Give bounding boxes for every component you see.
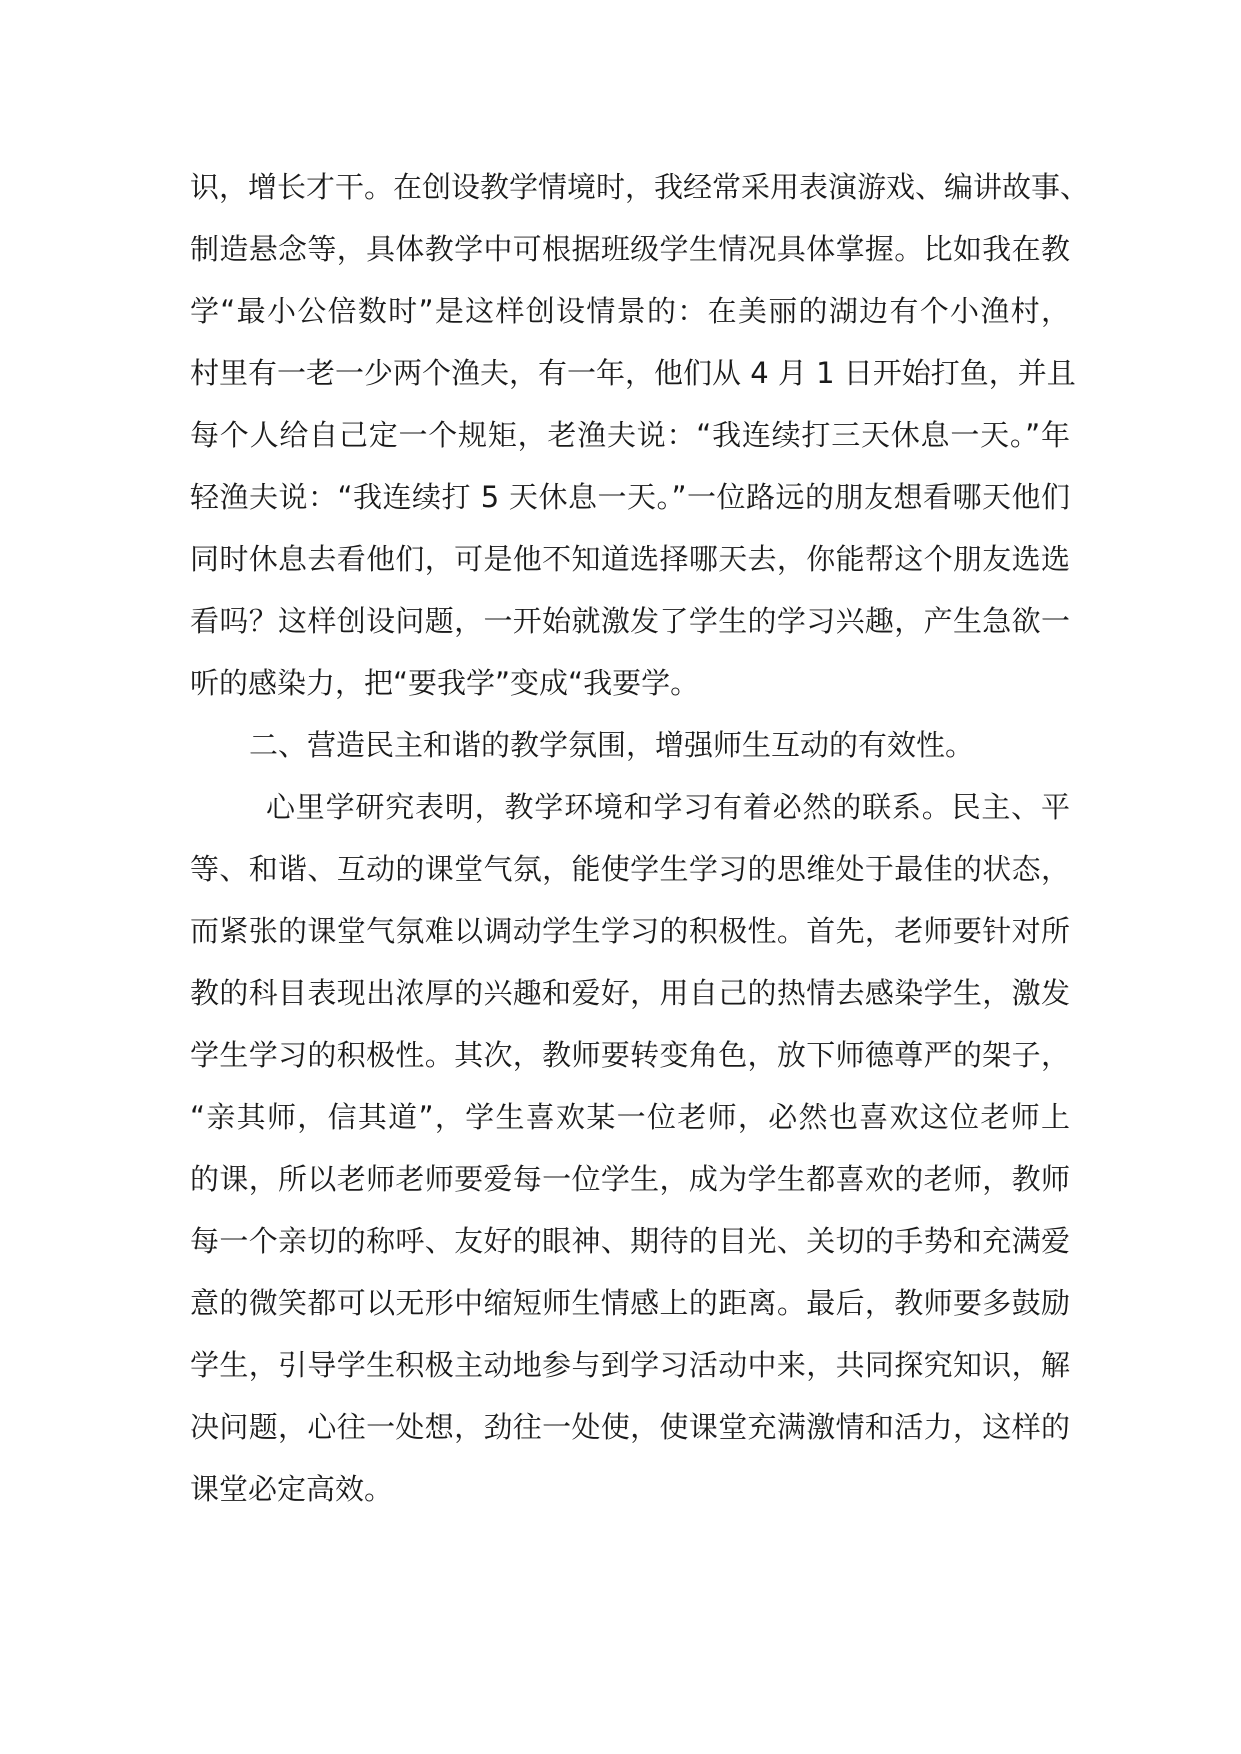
text-line-14: 教的科目表现出浓厚的兴趣和爱好，用自己的热情去感染学生，激发 xyxy=(190,976,1070,1010)
text-line-19: 意的微笑都可以无形中缩短师生情感上的距离。最后，教师要多鼓励 xyxy=(190,1286,1070,1320)
text-line-16: “亲其师，信其道”，学生喜欢某一位老师，必然也喜欢这位老师上 xyxy=(190,1100,1070,1134)
text-line-1: 识，增长才干。在创设教学情境时，我经常采用表演游戏、编讲故事、 xyxy=(190,170,1090,204)
text-line-5: 每个人给自己定一个规矩，老渔夫说：“我连续打三天休息一天。”年 xyxy=(190,418,1070,452)
text-line-18: 每一个亲切的称呼、友好的眼神、期待的目光、关切的手势和充满爱 xyxy=(190,1224,1070,1258)
text-line-3: 学“最小公倍数时”是这样创设情景的：在美丽的湖边有个小渔村， xyxy=(190,294,1070,328)
text-line-7: 同时休息去看他们，可是他不知道选择哪天去，你能帮这个朋友选选 xyxy=(190,542,1070,576)
text-line-13: 而紧张的课堂气氛难以调动学生学习的积极性。首先，老师要针对所 xyxy=(190,914,1070,948)
text-line-22: 课堂必定高效。 xyxy=(190,1472,394,1506)
text-line-6: 轻渔夫说：“我连续打 5 天休息一天。”一位路远的朋友想看哪天他们 xyxy=(190,480,1070,514)
text-line-2: 制造悬念等，具体教学中可根据班级学生情况具体掌握。比如我在教 xyxy=(190,232,1070,266)
text-line-21: 决问题，心往一处想，劲往一处使，使课堂充满激情和活力，这样的 xyxy=(190,1410,1070,1444)
text-line-15: 学生学习的积极性。其次，教师要转变角色，放下师德尊严的架子， xyxy=(190,1038,1070,1072)
text-line-4: 村里有一老一少两个渔夫，有一年，他们从 4 月 1 日开始打鱼，并且 xyxy=(190,356,1076,390)
text-line-9: 听的感染力，把“要我学”变成“我要学。 xyxy=(190,666,700,700)
section-heading: 二、营造民主和谐的教学氛围，增强师生互动的有效性。 xyxy=(249,728,975,762)
text-line-12: 等、和谐、互动的课堂气氛，能使学生学习的思维处于最佳的状态， xyxy=(190,852,1070,886)
text-line-11: 心里学研究表明，教学环境和学习有着必然的联系。民主、平 xyxy=(266,790,1070,824)
text-line-8: 看吗？这样创设问题，一开始就激发了学生的学习兴趣，产生急欲一 xyxy=(190,604,1070,638)
text-line-17: 的课，所以老师老师要爱每一位学生，成为学生都喜欢的老师，教师 xyxy=(190,1162,1070,1196)
text-line-20: 学生，引导学生积极主动地参与到学习活动中来，共同探究知识，解 xyxy=(190,1348,1070,1382)
